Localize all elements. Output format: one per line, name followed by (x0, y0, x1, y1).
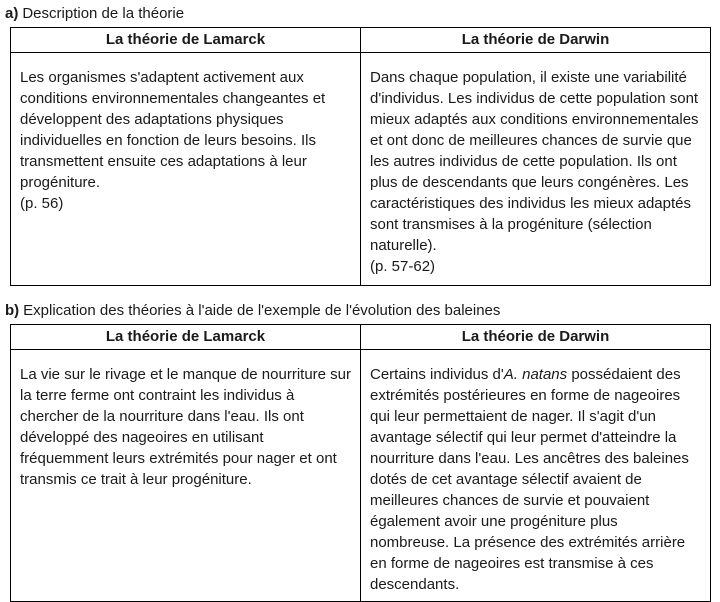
lamarck-page-reference: (p. 56) (20, 195, 64, 212)
table-a-header-row (11, 28, 711, 53)
table-b-darwin-cell (361, 350, 711, 602)
lamarck-whale-explanation-text: La vie sur le rivage et le manque de nourriture sur la terre ferme ont contraint les individus à chercher de la nourriture dans l'eau. Ils ont développé des nageoires en utilisant fréquemment leurs extrémités pour nager et ont transmis ce trait à leur progéniture. (20, 366, 352, 488)
table-a-darwin-cell (361, 53, 711, 286)
theory-whale-example-table (10, 324, 711, 602)
table-b-body-row (11, 350, 711, 602)
table-b-header-row (11, 325, 711, 350)
darwin-whale-explanation-text (370, 364, 701, 595)
table-a-header-darwin: La théorie de Darwin (361, 28, 711, 53)
darwin-description-text: Dans chaque population, il existe une variabilité d'individus. Les individus de cette population sont mieux adaptés aux conditions environnementales et ont donc de meilleures chances de survie que les autres individus de cette population. Ils ont plus de descendants que leurs congénères. Les caractéristiques des individus les mieux adaptés sont transmises à la progéniture (sélection naturelle). (370, 69, 699, 254)
table-a-header-lamarck: La théorie de Lamarck (11, 28, 361, 53)
table-b-header-darwin: La théorie de Darwin (361, 325, 711, 350)
darwin-whale-text-part2: possédaient des extrémités postérieures en forme de nageoires qui leur permettaient de nager. Il s'agit d'un avantage sélectif qui leur permet d'atteindre la nourriture dans l'eau. Les ancêtres des baleines dotés de cet avantage sélectif avaient de meilleures chances de survie et pouvaient également avoir une progéniture plus nombreuse. La présence des extrémités arrière en forme de nageoires est transmise à ces descendants. (370, 366, 689, 593)
section-b-title: Explication des théories à l'aide de l'exemple de l'évolution des baleines (23, 302, 501, 319)
section-b-heading (5, 300, 720, 321)
section-a-heading (5, 3, 720, 24)
table-a-body-row (11, 53, 711, 286)
species-name-italic: A. natans (503, 366, 568, 383)
table-b-lamarck-cell (11, 350, 361, 602)
darwin-page-reference: (p. 57-62) (370, 258, 436, 275)
section-spacer (0, 286, 720, 300)
table-a-lamarck-cell (11, 53, 361, 286)
theory-description-table (10, 27, 711, 286)
section-a-title: Description de la théorie (22, 5, 185, 22)
lamarck-description-text: Les organismes s'adaptent activement aux conditions environnementales changeantes et développent des adaptations physiques individuelles en fonction de leurs besoins. Ils transmettent ensuite ces adaptations à leur progéniture. (20, 69, 326, 191)
darwin-whale-text-part1: Certains individus d' (370, 366, 504, 383)
section-a-label: a) (5, 5, 19, 22)
table-b-header-lamarck: La théorie de Lamarck (11, 325, 361, 350)
section-b-label: b) (5, 302, 20, 319)
